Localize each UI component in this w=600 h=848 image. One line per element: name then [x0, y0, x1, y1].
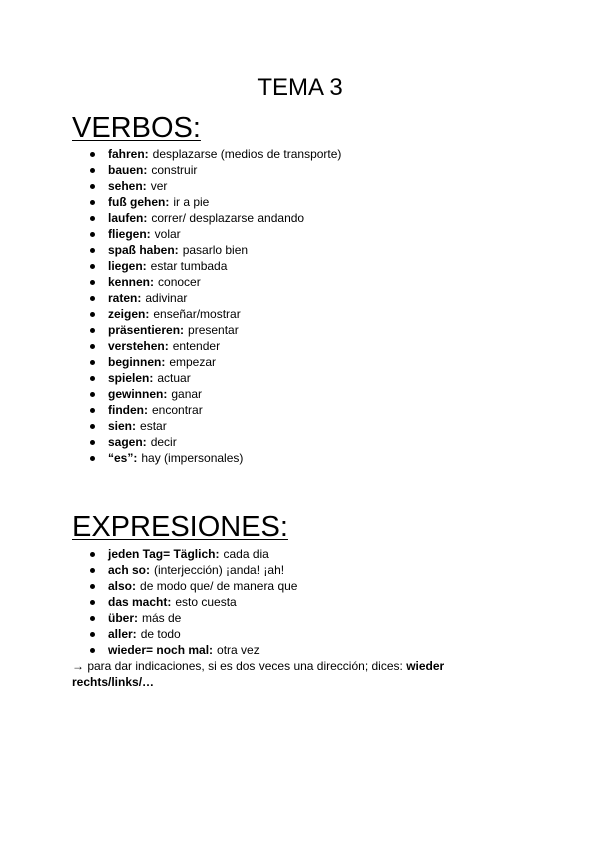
bullet-icon [90, 344, 95, 349]
bullet-icon [90, 648, 95, 653]
bullet-icon [90, 440, 95, 445]
list-item [90, 210, 341, 226]
meaning: enseñar/mostrar [153, 307, 241, 321]
bullet-icon [90, 184, 95, 189]
term: spielen: [108, 371, 154, 385]
list-item [90, 226, 341, 242]
list-item [90, 370, 341, 386]
term: “es”: [108, 451, 138, 465]
list-item [90, 450, 341, 466]
term: präsentieren: [108, 323, 185, 337]
list-item [90, 418, 341, 434]
term: also: [108, 579, 137, 593]
term: gewinnen: [108, 387, 168, 401]
list-item [90, 578, 297, 594]
bullet-icon [90, 216, 95, 221]
meaning: volar [154, 227, 181, 241]
indicaciones-note [72, 658, 452, 690]
term: sien: [108, 419, 137, 433]
list-item [90, 610, 297, 626]
bullet-icon [90, 632, 95, 637]
meaning: ver [150, 179, 168, 193]
term: wieder= noch mal: [108, 643, 214, 657]
list-item [90, 562, 297, 578]
meaning: empezar [169, 355, 217, 369]
meaning: conocer [158, 275, 201, 289]
bullet-icon [90, 600, 95, 605]
term: ach so: [108, 563, 151, 577]
meaning: pasarlo bien [182, 243, 249, 257]
list-item [90, 546, 297, 562]
meaning: cada dia [223, 547, 269, 561]
list-item [90, 594, 297, 610]
verbos-heading: VERBOS: [72, 112, 201, 144]
term: fuß gehen: [108, 195, 170, 209]
meaning: adivinar [145, 291, 188, 305]
meaning: construir [151, 163, 198, 177]
bullet-icon [90, 584, 95, 589]
note-text: → para dar indicaciones, si es dos veces una dirección; dices: [72, 659, 403, 673]
bullet-icon [90, 248, 95, 253]
term: liegen: [108, 259, 147, 273]
term: laufen: [108, 211, 148, 225]
list-item [90, 642, 297, 658]
list-item [90, 162, 341, 178]
term: zeigen: [108, 307, 150, 321]
bullet-icon [90, 200, 95, 205]
bullet-icon [90, 328, 95, 333]
meaning: decir [150, 435, 177, 449]
bullet-icon [90, 264, 95, 269]
expresiones-heading: EXPRESIONES: [72, 511, 288, 543]
meaning: más de [142, 611, 182, 625]
meaning: desplazarse (medios de transporte) [152, 147, 342, 161]
bullet-icon [90, 232, 95, 237]
meaning: estar tumbada [150, 259, 228, 273]
bullet-icon [90, 168, 95, 173]
term: kennen: [108, 275, 155, 289]
meaning: estar [140, 419, 167, 433]
term: verstehen: [108, 339, 169, 353]
meaning: encontrar [152, 403, 203, 417]
term: fliegen: [108, 227, 151, 241]
meaning: (interjección) ¡anda! ¡ah! [154, 563, 285, 577]
meaning: hay (impersonales) [141, 451, 244, 465]
list-item [90, 194, 341, 210]
bullet-icon [90, 456, 95, 461]
list-item [90, 322, 341, 338]
expression-list [90, 546, 297, 658]
bullet-icon [90, 280, 95, 285]
list-item [90, 258, 341, 274]
list-item [90, 242, 341, 258]
meaning: ganar [171, 387, 203, 401]
bullet-icon [90, 552, 95, 557]
term: sagen: [108, 435, 147, 449]
list-item [90, 306, 341, 322]
meaning: entender [172, 339, 221, 353]
meaning: esto cuesta [175, 595, 237, 609]
list-item [90, 626, 297, 642]
list-item [90, 354, 341, 370]
term: über: [108, 611, 138, 625]
term: spaß haben: [108, 243, 179, 257]
meaning: correr/ desplazarse andando [151, 211, 305, 225]
list-item [90, 402, 341, 418]
bullet-icon [90, 424, 95, 429]
term: finden: [108, 403, 148, 417]
bullet-icon [90, 360, 95, 365]
bullet-icon [90, 568, 95, 573]
note-bold-phrase: wieder rechts/links/… [72, 659, 445, 689]
meaning: de todo [140, 627, 181, 641]
list-item [90, 146, 341, 162]
bullet-icon [90, 296, 95, 301]
list-item [90, 178, 341, 194]
meaning: actuar [157, 371, 191, 385]
term: das macht: [108, 595, 172, 609]
meaning: presentar [188, 323, 239, 337]
term: aller: [108, 627, 137, 641]
term: jeden Tag= Täglich: [108, 547, 220, 561]
bullet-icon [90, 408, 95, 413]
meaning: de modo que/ de manera que [140, 579, 298, 593]
meaning: otra vez [217, 643, 260, 657]
term: sehen: [108, 179, 147, 193]
bullet-icon [90, 392, 95, 397]
list-item [90, 274, 341, 290]
list-item [90, 290, 341, 306]
bullet-icon [90, 312, 95, 317]
list-item [90, 434, 341, 450]
term: bauen: [108, 163, 148, 177]
page-title: TEMA 3 [257, 74, 343, 101]
bullet-icon [90, 152, 95, 157]
list-item [90, 386, 341, 402]
verb-list [90, 146, 341, 466]
term: beginnen: [108, 355, 166, 369]
term: raten: [108, 291, 142, 305]
term: fahren: [108, 147, 149, 161]
bullet-icon [90, 376, 95, 381]
meaning: ir a pie [173, 195, 210, 209]
list-item [90, 338, 341, 354]
bullet-icon [90, 616, 95, 621]
